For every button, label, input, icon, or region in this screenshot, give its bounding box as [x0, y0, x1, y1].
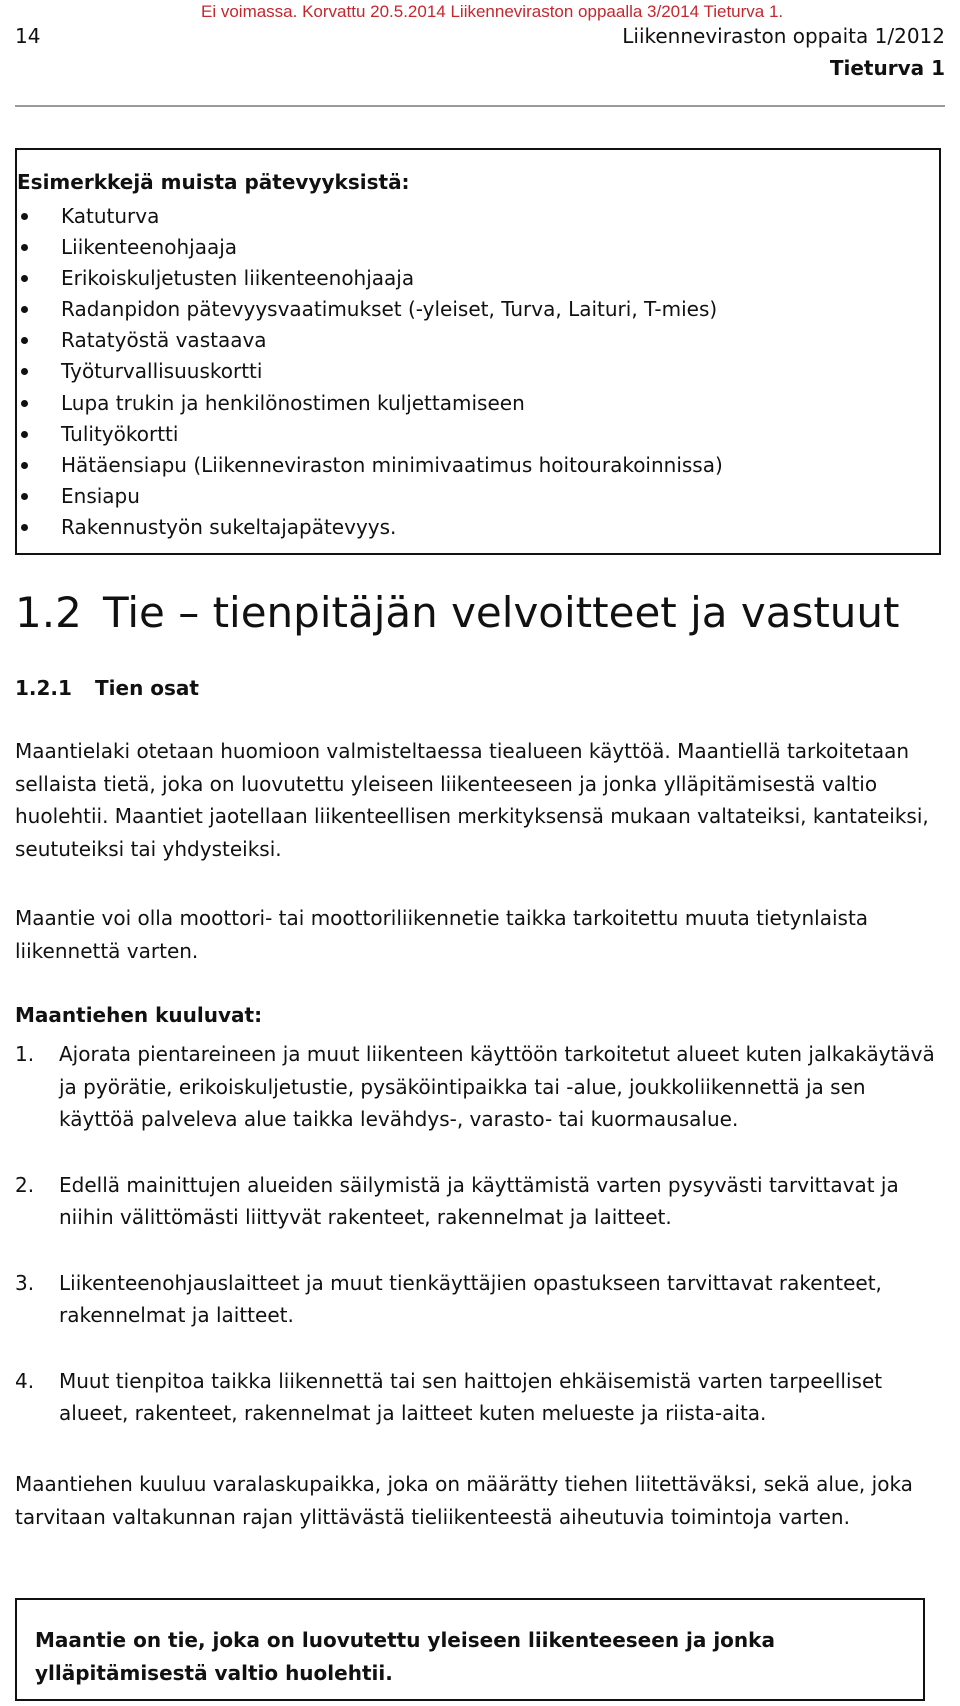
subsection-number: 1.2.1: [15, 676, 72, 700]
page-number: 14: [15, 24, 41, 48]
list-item: Ratatyöstä vastaava: [17, 325, 723, 356]
bullet-icon: [21, 306, 28, 313]
summary-text: Maantie on tie, joka on luovutettu yleiseen liikenteeseen ja jonka ylläpitämisestä valtio huolehtii.: [35, 1628, 775, 1685]
bullet-icon: [21, 337, 28, 344]
list-item: Katuturva: [17, 201, 723, 232]
list-number: 3.: [15, 1270, 35, 1295]
bullet-icon: [21, 368, 28, 375]
examples-list: [17, 201, 723, 543]
watermark-notice: Ei voimassa. Korvattu 20.5.2014 Liikenneviraston oppaalla 3/2014 Tieturva 1.: [201, 2, 784, 21]
list-item: Työturvallisuuskortti: [17, 356, 723, 387]
bullet-icon: [21, 493, 28, 500]
list-item: Radanpidon pätevyysvaatimukset (-yleiset, Turva, Laituri, T-mies): [17, 294, 723, 325]
subsection-heading: [15, 676, 199, 700]
list-item: 1. Ajorata pientareineen ja muut liikenteen käyttöön tarkoitetut alueet kuten jalkakäytävä ja pyörätie, erikoiskuljetustie, pysäköintipaikka tai -alue, joukkoliikennettä ja sen käyttöä palveleva alue taikka levähdys-, varasto- tai kuormausalue.: [15, 1038, 945, 1136]
bullet-icon: [21, 524, 28, 531]
list-item: Liikenteenohjaaja: [17, 232, 723, 263]
paragraph-moottoritie: Maantie voi olla moottori- tai moottoriliikennetie taikka tarkoitettu muuta tietynlaista liikennettä varten.: [15, 906, 869, 963]
header-divider: [15, 105, 945, 107]
summary-box: [15, 1598, 925, 1701]
list-item: Tulityökortti: [17, 419, 723, 450]
bullet-icon: [21, 400, 28, 407]
bullet-icon: [21, 275, 28, 282]
bullet-icon: [21, 244, 28, 251]
list-number: 2.: [15, 1172, 35, 1197]
paragraph-maantielaki: Maantielaki otetaan huomioon valmisteltaessa tiealueen käyttöä. Maantiellä tarkoitetaan sellaista tietä, joka on luovutettu yleiseen liikenteeseen ja jonka ylläpitämisestä valtio huolehtii. Maantiet jaotellaan liikenteellisen merkityksensä mukaan valtateiksi, kantateiksi, seututeiksi tai yhdysteiksi.: [15, 739, 929, 861]
section-title: Tie – tienpitäjän velvoitteet ja vastuut: [103, 588, 900, 637]
bullet-icon: [21, 213, 28, 220]
series-title: Tieturva 1: [829, 56, 945, 80]
list-number: 4.: [15, 1368, 35, 1393]
section-heading: [15, 588, 900, 637]
section-number: 1.2: [15, 588, 82, 637]
list-item: Hätäensiapu (Liikenneviraston minimivaatimus hoitourakoinnissa): [17, 450, 723, 481]
list-item: Erikoiskuljetusten liikenteenohjaaja: [17, 263, 723, 294]
list-number: 1.: [15, 1042, 35, 1066]
list-item: Ensiapu: [17, 481, 723, 512]
belongs-label: Maantiehen kuuluvat:: [15, 1003, 263, 1027]
publication-title: Liikenneviraston oppaita 1/2012: [622, 24, 945, 48]
list-item: Lupa trukin ja henkilönostimen kuljettamiseen: [17, 388, 723, 419]
list-item: 4. Muut tienpitoa taikka liikennettä tai sen haittojen ehkäisemistä varten tarpeelliset alueet, rakenteet, rakennelmat ja laitteet kuten melueste ja riista-aita.: [15, 1365, 945, 1430]
list-item: 3. Liikenteenohjauslaitteet ja muut tienkäyttäjien opastukseen tarvittavat rakenteet, rakennelmat ja laitteet.: [15, 1267, 945, 1332]
list-item: 2. Edellä mainittujen alueiden säilymistä ja käyttämistä varten pysyvästi tarvittavat ja niihin välittömästi liittyvät rakenteet, rakennelmat ja laitteet.: [15, 1169, 945, 1234]
examples-box-title: Esimerkkejä muista pätevyyksistä:: [17, 170, 410, 194]
belongs-list: [15, 1038, 945, 1463]
list-item: Rakennustyön sukeltajapätevyys.: [17, 512, 723, 543]
subsection-title: Tien osat: [95, 676, 199, 700]
bullet-icon: [21, 462, 28, 469]
examples-box: [15, 148, 941, 555]
bullet-icon: [21, 431, 28, 438]
paragraph-varalaskupaikka: Maantiehen kuuluu varalaskupaikka, joka on määrätty tiehen liitettäväksi, sekä alue, joka tarvitaan valtakunnan rajan ylittävästä tieliikenteestä aiheutuvia toimintoja varten.: [15, 1472, 913, 1529]
